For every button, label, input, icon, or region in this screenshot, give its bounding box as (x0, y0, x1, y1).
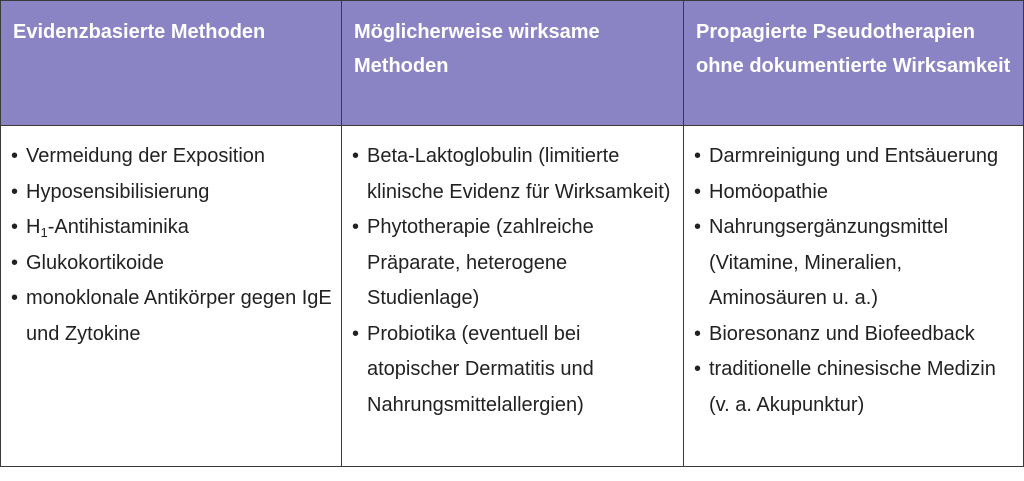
list-item-text: Homöopathie (709, 180, 828, 203)
list-item (9, 139, 333, 175)
list-item (350, 317, 675, 424)
list-item (350, 139, 675, 210)
list-item (692, 175, 1015, 211)
header-possibly-effective: Möglicherweise wirksame Methoden (342, 1, 684, 126)
list-item (9, 210, 333, 246)
list-item (9, 175, 333, 211)
list-item (9, 281, 333, 352)
list-item-text: Darmreinigung und Entsäuerung (709, 145, 999, 167)
list-item-subscript: 1 (40, 225, 48, 240)
header-evidence-based: Evidenzbasierte Methoden (1, 1, 342, 126)
list-item-text: Nahrungsergänzungsmittel (Vitamine, Mineralien, Aminosäuren u. a.) (709, 216, 949, 309)
pseudotherapies-list (692, 139, 1015, 423)
evidence-based-list (9, 139, 333, 352)
column-pseudotherapies (684, 126, 1024, 467)
list-item (692, 210, 1015, 317)
list-item-text: Probiotika (eventuell bei atopischer Dermatitis und Nahrungsmittelallergien) (367, 322, 594, 416)
list-item (692, 317, 1015, 353)
possibly-effective-list (350, 139, 675, 423)
list-item-text: Beta-Laktoglobulin (limitierte klinische Evidenz für Wirksamkeit) (367, 145, 671, 203)
list-item-text: -Antihistaminika (47, 216, 189, 238)
header-row (1, 1, 1024, 126)
column-possibly-effective (342, 126, 684, 467)
list-item-text: monoklonale Antikörper gegen IgE und Zytokine (26, 287, 332, 345)
list-item (350, 210, 675, 317)
content-row (1, 126, 1024, 467)
list-item (692, 352, 1015, 423)
header-pseudotherapies: Propagierte Pseudotherapien ohne dokumentierte Wirksamkeit (684, 1, 1024, 126)
list-item-text: Phytotherapie (zahlreiche Präparate, heterogene Studienlage) (367, 216, 594, 309)
list-item-text: Glukokortikoide (26, 251, 164, 274)
list-item (692, 139, 1015, 175)
list-item-text: Vermeidung der Exposition (26, 145, 266, 167)
list-item-prefix: H (26, 216, 41, 238)
list-item-text: traditionelle chinesische Medizin (v. a. Akupunktur) (709, 358, 996, 416)
list-item (9, 246, 333, 282)
list-item-text: Bioresonanz und Biofeedback (709, 322, 975, 345)
column-evidence-based (1, 126, 342, 467)
list-item-text: Hyposensibilisierung (26, 180, 210, 203)
